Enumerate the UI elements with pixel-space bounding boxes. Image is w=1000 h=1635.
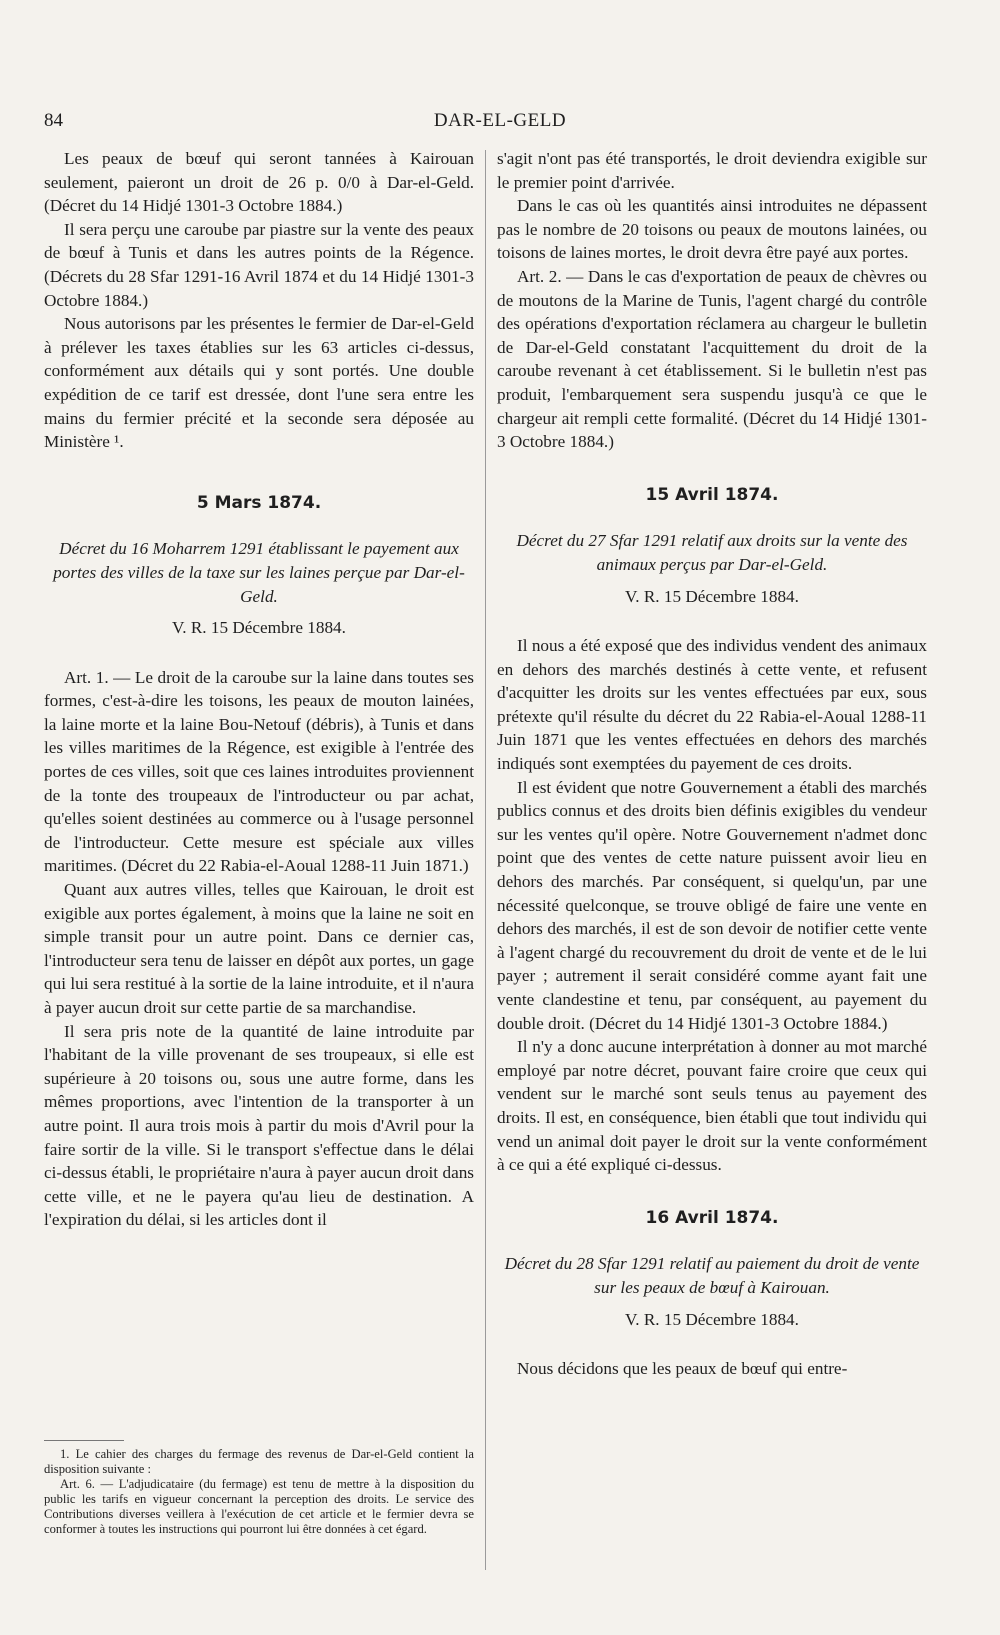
footnote: Art. 6. — L'adjudicataire (du fermage) est tenu de mettre à la disposition du public les tarifs en vigueur concernant la perception des droits. Le service des Contributions diverses veillera à l'exécution de cet article et le fermier devra se conformer à toutes les instructions qui pourront lui être données à cet égard. bbox=[44, 1477, 474, 1536]
revision-note: V. R. 15 Décembre 1884. bbox=[172, 618, 346, 638]
revision-note: V. R. 15 Décembre 1884. bbox=[625, 1309, 799, 1329]
paragraph: Il sera perçu une caroube par piastre sur la vente des peaux de bœuf à Tunis et dans les autres points de la Régence. (Décrets du 28 Sfar 1291-16 Avril 1874 et du 14 Hidjé 1301-3 Octobre 1884.) bbox=[44, 219, 474, 310]
date-heading: 15 Avril 1874. bbox=[645, 484, 779, 505]
paragraph: Art. 1. — Le droit de la caroube sur la laine dans toutes ses formes, c'est-à-dire les toisons, les peaux de mouton lainées, la laine morte et la laine Bou-Netouf (débris), à Tunis et dans les villes maritimes de la Régence, est exigible à l'entrée des portes de ces villes, soit que ces laines introduites proviennent de la tonte des troupeaux de l'introducteur ou par achat, qu'elles soient destinées au commerce ou à l'usage personnel de l'introducteur. Cette mesure est spéciale aux villes maritimes. (Décret du 22 Rabia-el-Aoual 1288-11 Juin 1871.) bbox=[44, 667, 474, 876]
footnote-rule bbox=[44, 1440, 124, 1441]
paragraph: Les peaux de bœuf qui seront tannées à Kairouan seulement, paieront un droit de 26 p. 0/0 à Dar-el-Geld. (Décret du 14 Hidjé 1301-3 Octobre 1884.) bbox=[44, 149, 474, 216]
paragraph: Il n'y a donc aucune interprétation à donner au mot marché employé par notre décret, pouvant faire croire que ceux qui vendent sur le marché sont seuls tenus au payement des droits. Il est, en conséquence, bien établi que tout individu qui vend un animal doit payer le droit sur la vente conformément à ce qui a été expliqué ci-dessus. bbox=[497, 1037, 927, 1175]
date-heading: 16 Avril 1874. bbox=[645, 1207, 779, 1228]
footnote: 1. Le cahier des charges du fermage des revenus de Dar-el-Geld contient la disposition suivante : bbox=[44, 1447, 474, 1476]
decree-title: Décret du 28 Sfar 1291 relatif au paiement du droit de vente sur les peaux de bœuf à Kairouan. bbox=[504, 1254, 920, 1297]
paragraph: Art. 2. — Dans le cas d'exportation de peaux de chèvres ou de moutons de la Marine de Tunis, l'agent chargé du contrôle des opérations d'exportation réclamera au chargeur le bulletin de Dar-el-Geld constatant l'acquittement du droit de la caroube revenant à cet établissement. Si le bulletin n'est pas produit, l'embarquement sera suspendu jusqu'à ce que le chargeur ait rempli cette formalité. (Décret du 14 Hidjé 1301-3 Octobre 1884.) bbox=[497, 266, 927, 452]
paragraph: Quant aux autres villes, telles que Kairouan, le droit est exigible aux portes également, à moins que la laine ne soit en simple transit pour un autre point. Dans ce dernier cas, l'introducteur sera tenu de laisser en dépôt aux portes, un gage qui lui sera restitué à la sortie de la laine introduite, et il n'aura à payer aucun droit sur cette partie de sa marchandise. bbox=[44, 880, 474, 1017]
paragraph: Il est évident que notre Gouvernement a établi des marchés publics connus et des droits bien définis exigibles du vendeur sur les ventes qu'il opère. Notre Gouvernement n'admet donc point que des ventes de cette nature puissent avoir lieu en dehors des marchés. Par conséquent, si quelqu'un, par une nécessité quelconque, se trouve obligé de faire une vente en dehors des marchés, il est de son devoir de notifier cette vente à l'agent chargé du recouvrement du droit de vente et de le lui payer ; autrement il serait considéré comme ayant fait une vente clandestine et tenu, par conséquent, au payement du double droit. (Décret du 14 Hidjé 1301-3 Octobre 1884.) bbox=[497, 777, 927, 1033]
paragraph: Nous autorisons par les présentes le fermier de Dar-el-Geld à prélever les taxes établies sur les 63 articles ci-dessus, conformément aux détails qui y sont portés. Une double expédition de ce tarif est dressée, dont l'une sera entre les mains du fermier précité et la seconde sera déposée au Ministère ¹. bbox=[44, 314, 474, 452]
decree-title: Décret du 16 Moharrem 1291 établissant le payement aux portes des villes de la taxe sur les laines perçue par Dar-el-Geld. bbox=[53, 539, 465, 606]
paragraph: Il sera pris note de la quantité de laine introduite par l'habitant de la ville provenant de ses troupeaux, si elle est supérieure à 20 toisons ou, sous une autre forme, dans les mêmes proportions, avec l'intention de la transporter à un autre point. Il aura trois mois à partir du mois d'Avril pour la faire sortir de la ville. Si le transport s'effectue dans le délai ci-dessus établi, le propriétaire n'aura à payer aucun droit dans cette ville, et ne le payera qu'au lieu de destination. A l'expiration du délai, si les articles dont il bbox=[44, 1021, 474, 1230]
revision-note: V. R. 15 Décembre 1884. bbox=[625, 586, 799, 606]
paragraph: Nous décidons que les peaux de bœuf qui entre- bbox=[517, 1359, 848, 1379]
date-heading: 5 Mars 1874. bbox=[196, 492, 322, 513]
footnotes bbox=[44, 1440, 474, 1537]
running-title: DAR-EL-GELD bbox=[433, 110, 567, 131]
paragraph: s'agit n'ont pas été transportés, le droit deviendra exigible sur le premier point d'arrivée. bbox=[497, 149, 927, 192]
page-number: 84 bbox=[44, 110, 63, 131]
column-divider bbox=[485, 150, 486, 1570]
page-header bbox=[44, 110, 956, 140]
paragraph: Dans le cas où les quantités ainsi introduites ne dépassent pas le nombre de 20 toisons ou peaux de moutons lainées, ou toisons de laines mortes, le droit devra être payé aux portes. bbox=[497, 196, 927, 263]
decree-title: Décret du 27 Sfar 1291 relatif aux droits sur la vente des animaux perçus par Dar-el-Geld. bbox=[516, 531, 908, 574]
left-column bbox=[44, 147, 474, 1232]
right-column bbox=[497, 147, 927, 1381]
paragraph: Il nous a été exposé que des individus vendent des animaux en dehors des marchés destinés à cette vente, et refusent d'acquitter les droits sur les ventes effectuées par eux, sous prétexte qu'il résulte du décret du 22 Rabia-el-Aoual 1288-11 Juin 1871 que les ventes effectuées en dehors des marchés indiqués sont exemptées du payement de ces droits. bbox=[497, 636, 927, 774]
